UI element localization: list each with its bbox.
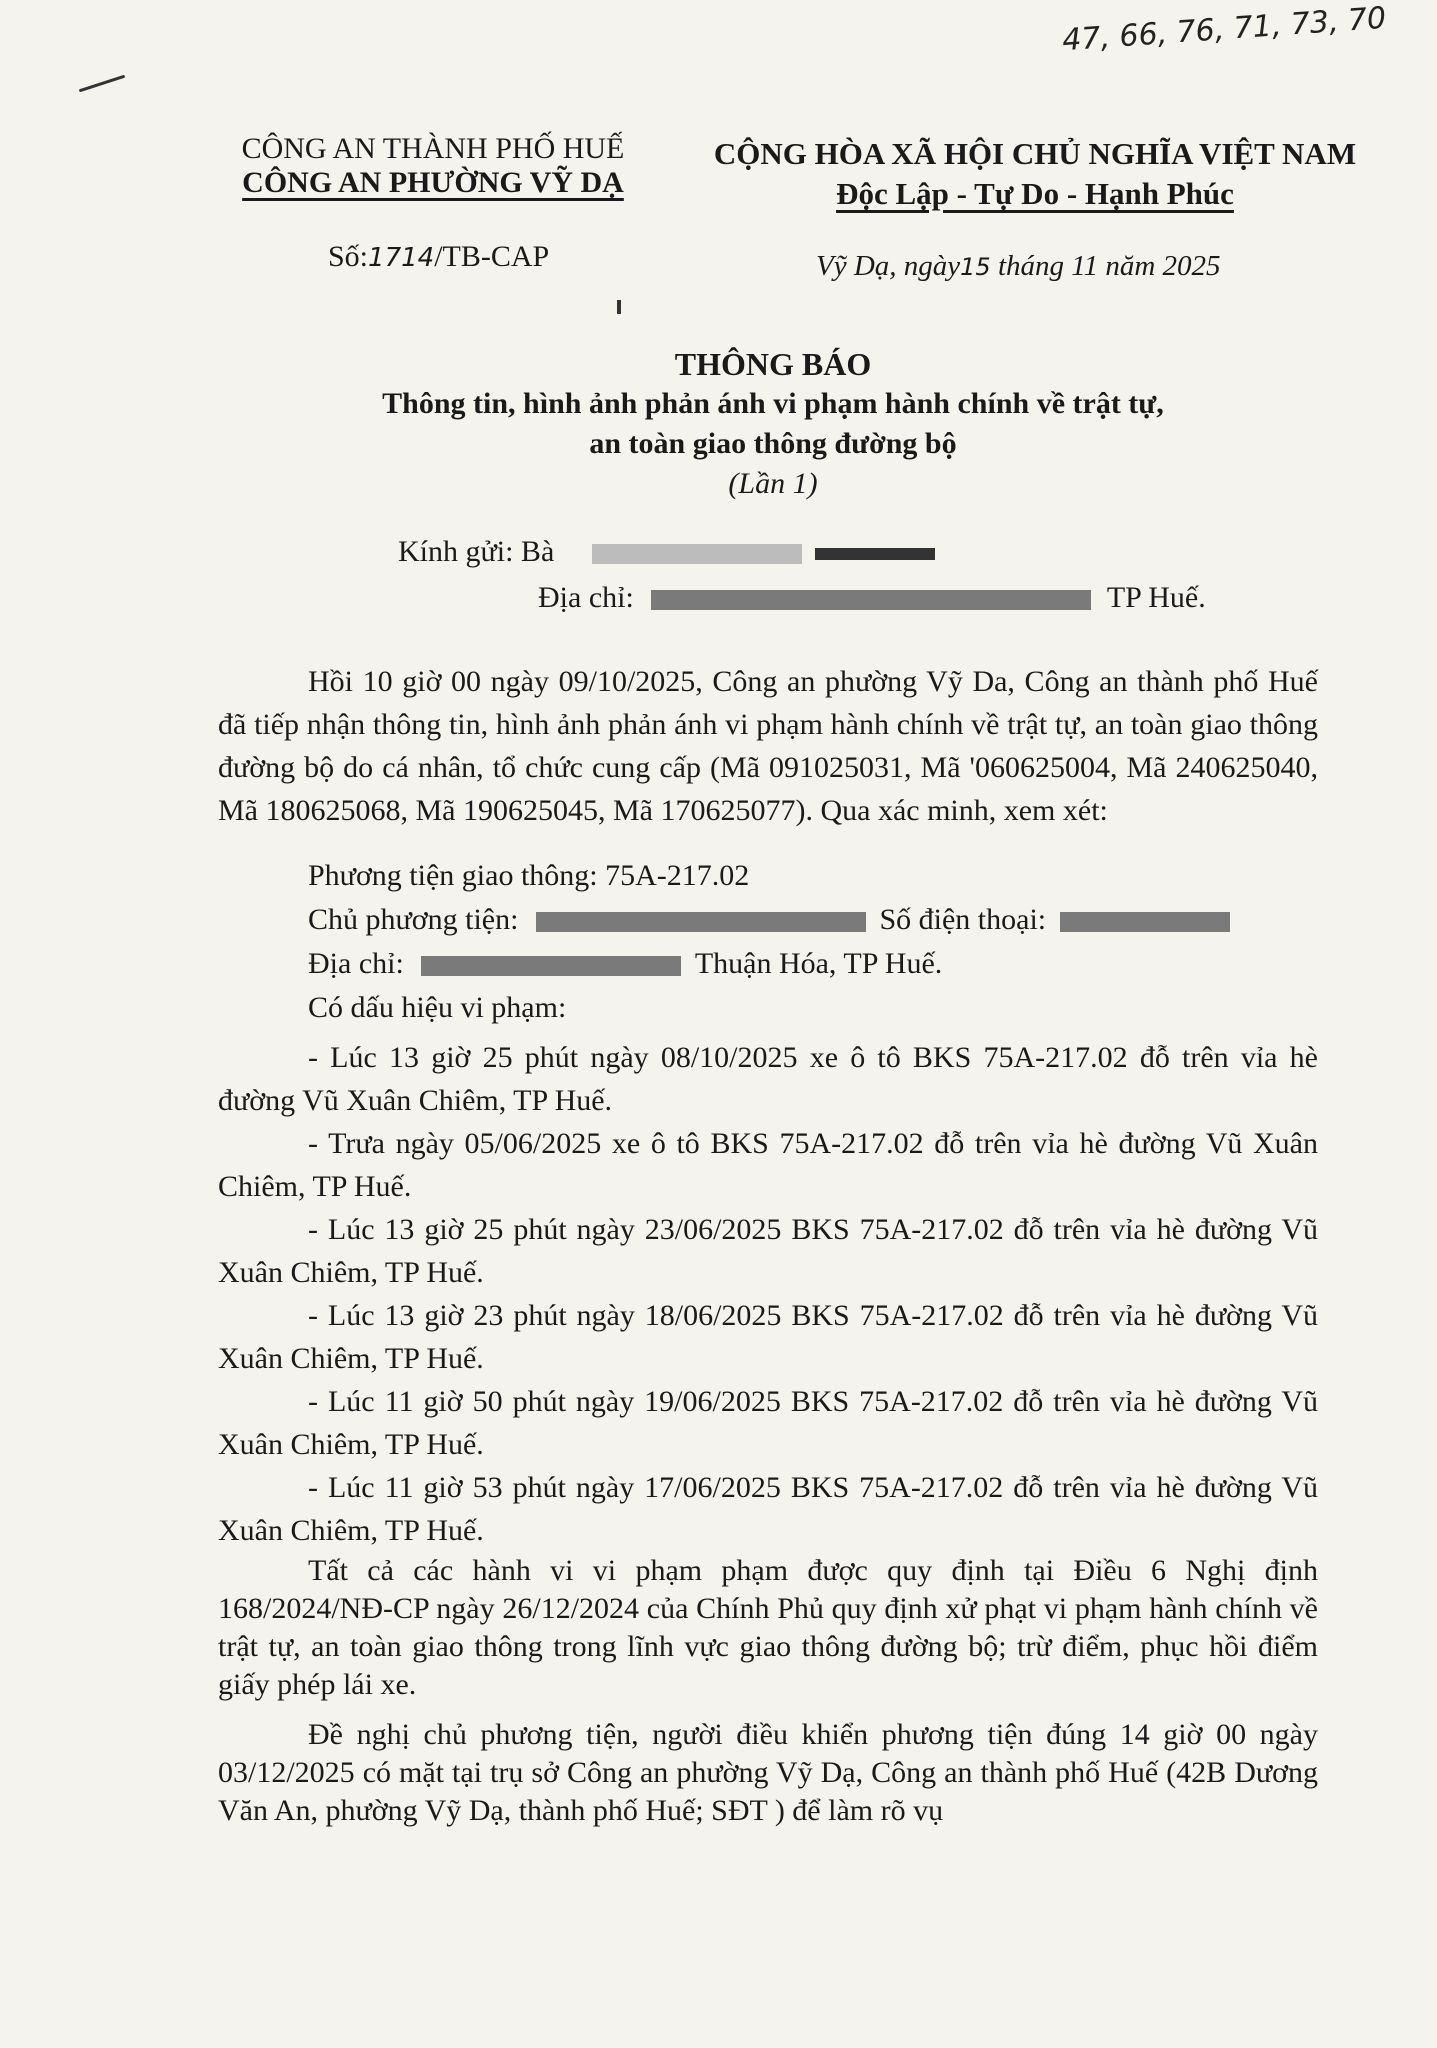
national-title: CỘNG HÒA XÃ HỘI CHỦ NGHĨA VIỆT NAM bbox=[713, 136, 1357, 171]
title-sub-3: (Lần 1) bbox=[728, 467, 818, 500]
number-handwritten: 1714 bbox=[368, 243, 435, 273]
title-sub-1: Thông tin, hình ảnh phản ánh vi phạm hành chính về trật tự, bbox=[382, 387, 1164, 420]
violation-item-4 bbox=[218, 1294, 1318, 1380]
vehicle-address-suffix: Thuận Hóa, TP Huế. bbox=[694, 947, 943, 980]
violation-item-3 bbox=[218, 1208, 1318, 1294]
violation-item-1 bbox=[218, 1036, 1318, 1122]
redacted-address bbox=[651, 590, 1091, 610]
vehicle-owner-line bbox=[308, 898, 1230, 941]
violation-label: Có dấu hiệu vi phạm: bbox=[308, 991, 567, 1024]
redacted-name bbox=[592, 544, 802, 564]
pen-stroke-mark bbox=[79, 75, 126, 93]
vehicle-address-label: Địa chỉ: bbox=[308, 947, 404, 980]
title-sub-2: an toàn giao thông đường bộ bbox=[589, 427, 957, 460]
date-suffix: tháng 11 năm 2025 bbox=[990, 250, 1221, 282]
redacted-phone bbox=[1060, 912, 1230, 932]
vehicle-address-line bbox=[308, 942, 942, 985]
title-block bbox=[218, 344, 1328, 504]
issuer-parent: CÔNG AN THÀNH PHỐ HUẾ bbox=[241, 132, 625, 165]
recipient-address-suffix: TP Huế. bbox=[1106, 581, 1206, 614]
violation-item-2 bbox=[218, 1122, 1318, 1208]
recipient-line bbox=[398, 530, 935, 573]
title-main: THÔNG BÁO bbox=[674, 346, 872, 382]
document-date bbox=[816, 250, 1221, 283]
violation-text-6: - Lúc 11 giờ 53 phút ngày 17/06/2025 BKS 75A-217.02 đỗ trên vỉa hè đường Vũ Xuân Chiêm, TP Huế. bbox=[218, 1471, 1318, 1547]
handwritten-numbers: 47, 66, 76, 71, 73, 70 bbox=[1061, 0, 1388, 59]
number-prefix: Số: bbox=[328, 240, 369, 273]
ink-speck bbox=[617, 300, 621, 314]
recipient-label: Kính gửi: Bà bbox=[398, 535, 555, 568]
intro-text: Hồi 10 giờ 00 ngày 09/10/2025, Công an phường Vỹ Da, Công an thành phố Huế đã tiếp nhận thông tin, hình ảnh phản ánh vi phạm hành chính về trật tự, an toàn giao thông đường bộ do cá nhân, tổ chức cung cấp (Mã 091025031, Mã '060625004, Mã 240625040, Mã 180625068, Mã 190625045, Mã 170625077). Qua xác minh, xem xét: bbox=[218, 665, 1318, 827]
owner-label: Chủ phương tiện: bbox=[308, 903, 519, 936]
intro-paragraph bbox=[218, 660, 1318, 832]
number-suffix: /TB-CAP bbox=[434, 240, 550, 273]
date-prefix: Vỹ Dạ, ngày bbox=[816, 250, 961, 282]
violation-item-5 bbox=[218, 1380, 1318, 1466]
date-day: 15 bbox=[960, 253, 991, 281]
request-text: Đề nghị chủ phương tiện, người điều khiển phương tiện đúng 14 giờ 00 ngày 03/12/2025 có mặt tại trụ sở Công an phường Vỹ Dạ, Công an thành phố Huế (42B Dương Văn An, phường Vỹ Dạ, thành phố Huế; SĐT ) để làm rõ vụ bbox=[218, 1718, 1318, 1827]
document-number bbox=[328, 240, 549, 274]
phone-label: Số điện thoại: bbox=[879, 903, 1047, 936]
violation-item-6 bbox=[218, 1466, 1318, 1552]
recipient-address-line bbox=[538, 576, 1206, 619]
violation-text-3: - Lúc 13 giờ 25 phút ngày 23/06/2025 BKS 75A-217.02 đỗ trên vỉa hè đường Vũ Xuân Chiêm, TP Huế. bbox=[218, 1213, 1318, 1289]
vehicle-plate-line: Phương tiện giao thông: 75A-217.02 bbox=[308, 859, 750, 892]
redacted-name-2 bbox=[815, 548, 935, 560]
violation-text-4: - Lúc 13 giờ 23 phút ngày 18/06/2025 BKS 75A-217.02 đỗ trên vỉa hè đường Vũ Xuân Chiêm, TP Huế. bbox=[218, 1299, 1318, 1375]
redacted-owner bbox=[536, 912, 866, 932]
recipient-address-label: Địa chỉ: bbox=[538, 581, 634, 614]
legal-basis-paragraph bbox=[218, 1552, 1318, 1704]
violation-text-1: - Lúc 13 giờ 25 phút ngày 08/10/2025 xe ô tô BKS 75A-217.02 đỗ trên vỉa hè đường Vũ Xuân Chiêm, TP Huế. bbox=[218, 1041, 1318, 1117]
violation-text-2: - Trưa ngày 05/06/2025 xe ô tô BKS 75A-217.02 đỗ trên vỉa hè đường Vũ Xuân Chiêm, TP Huế. bbox=[218, 1127, 1318, 1203]
legal-basis-text: Tất cả các hành vi vi phạm phạm được quy định tại Điều 6 Nghị định 168/2024/NĐ-CP ngày 26/12/2024 của Chính Phủ quy định xử phạt vi phạm hành chính về trật tự, an toàn giao thông trong lĩnh vực giao thông đường bộ; trừ điểm, phục hồi điểm giấy phép lái xe. bbox=[218, 1554, 1318, 1701]
redacted-vehicle-address bbox=[421, 956, 681, 976]
violation-text-5: - Lúc 11 giờ 50 phút ngày 19/06/2025 BKS 75A-217.02 đỗ trên vỉa hè đường Vũ Xuân Chiêm, TP Huế. bbox=[218, 1385, 1318, 1461]
issuer-unit: CÔNG AN PHƯỜNG VỸ DẠ bbox=[242, 166, 624, 199]
issuer-block bbox=[218, 132, 648, 200]
national-header bbox=[700, 136, 1370, 212]
request-paragraph bbox=[218, 1716, 1318, 1830]
national-motto: Độc Lập - Tự Do - Hạnh Phúc bbox=[836, 176, 1234, 211]
